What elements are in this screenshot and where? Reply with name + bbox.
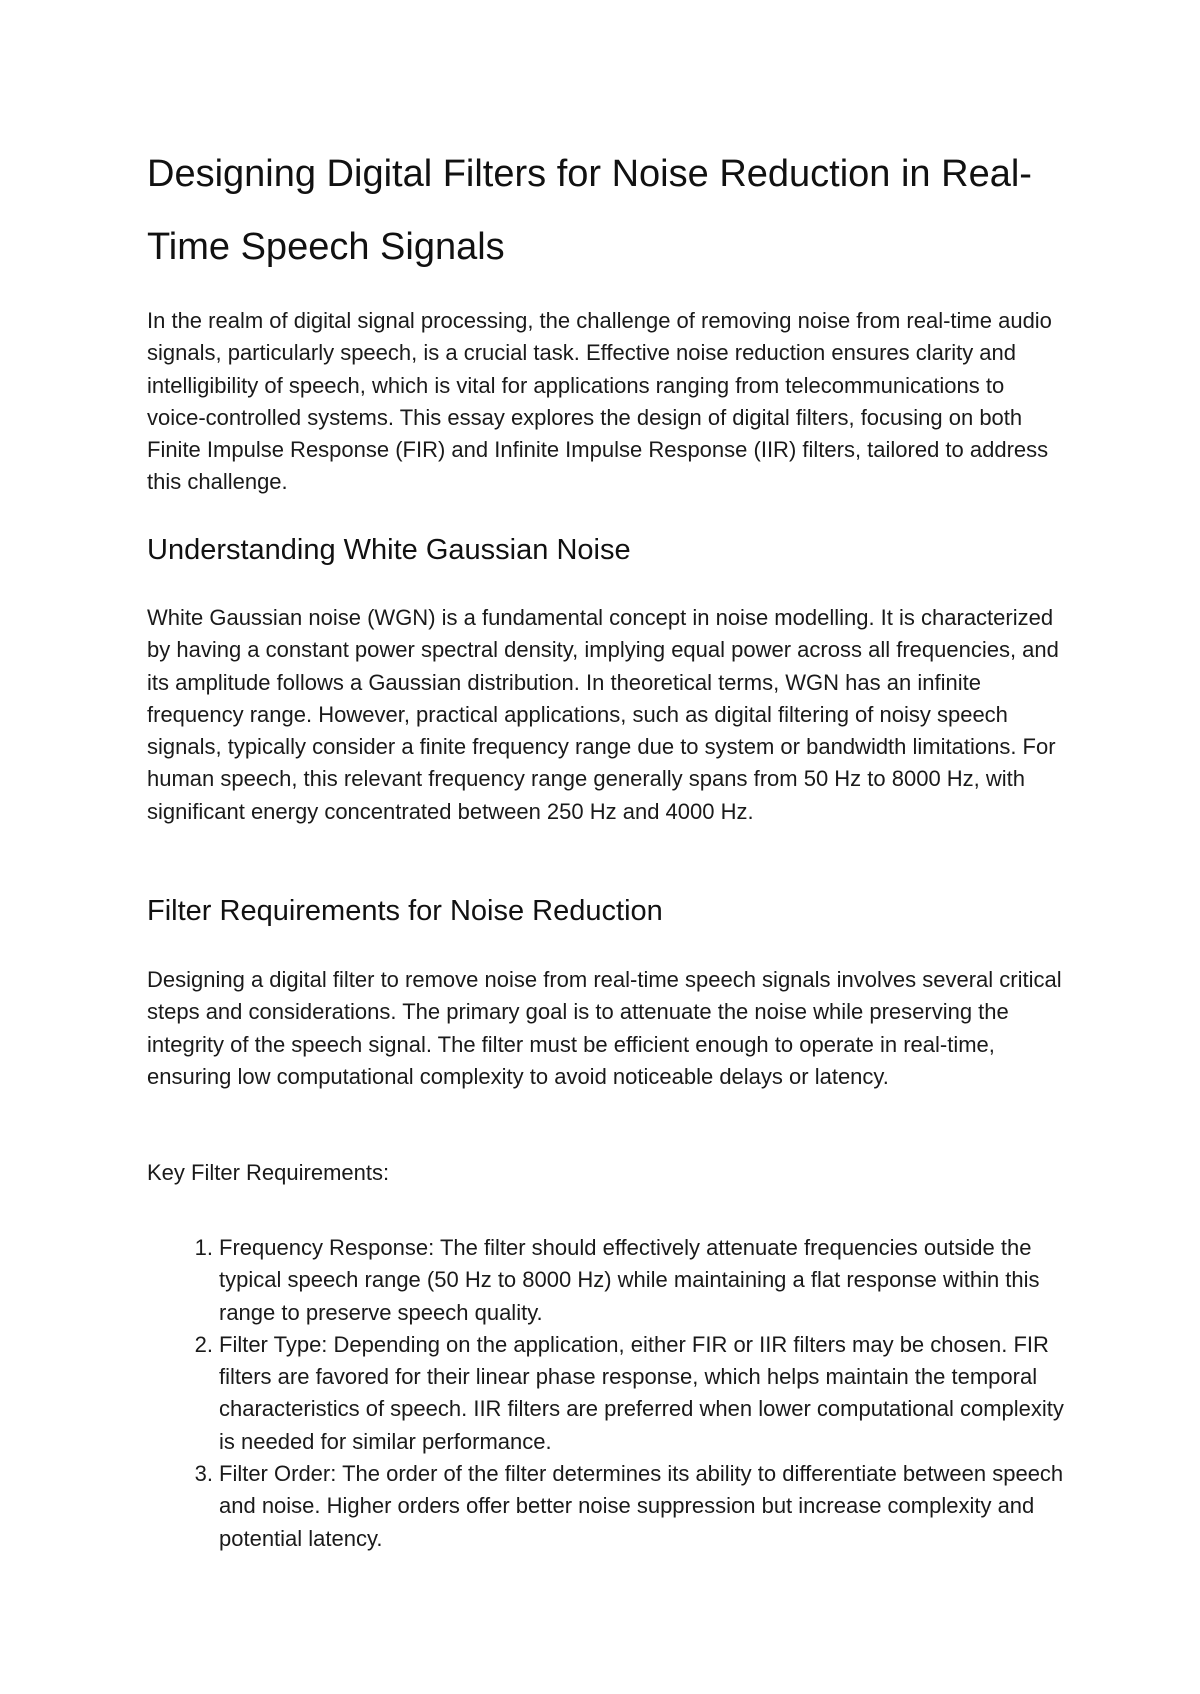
list-item-number: 1. — [194, 1235, 213, 1260]
intro-paragraph: In the realm of digital signal processing, the challenge of removing noise from real-time audio signals, particularly speech, is a crucial task. Effective noise reduction ensures clarity and intelligibility of speech, which is vital for applications ranging from telecommunications to voice-controlled systems. This essay explores the design of digital filters, focusing on both Finite Impulse Response (FIR) and Infinite Impulse Response (IIR) filters, tailored to address this challenge. — [147, 308, 1052, 495]
list-item-number: 3. — [194, 1461, 213, 1487]
list-item — [147, 1232, 1067, 1329]
section-body-filter-requirements: Designing a digital filter to remove noise from real-time speech signals involves several critical steps and considerations. The primary goal is to attenuate the noise while preserving the integrity of the speech signal. The filter must be efficient enough to operate in real-time, ensuring low computational complexity to avoid noticeable delays or latency. — [147, 967, 1062, 1089]
list-item — [147, 1329, 1067, 1458]
document-title: Designing Digital Filters for Noise Reduction in Real-Time Speech Signals — [147, 153, 1032, 268]
list-item-number: 2. — [194, 1331, 213, 1357]
list-item-text: Filter Order: The order of the filter determines its ability to differentiate between speech and noise. Higher orders offer better noise suppression but increase complexity and potential latency. — [219, 1461, 1064, 1551]
section-body-wgn: White Gaussian noise (WGN) is a fundamental concept in noise modelling. It is characterized by having a constant power spectral density, implying equal power across all frequencies, and its amplitude follows a Gaussian distribution. In theoretical terms, WGN has an infinite frequency range. However, practical applications, such as digital filtering of noisy speech signals, typically consider a finite frequency range due to system or bandwidth limitations. For human speech, this relevant frequency range generally spans from 50 Hz to 8000 Hz, with significant energy concentrated between 250 Hz and 4000 Hz. — [147, 605, 1059, 824]
section-heading-wgn: Understanding White Gaussian Noise — [147, 534, 631, 566]
list-item — [147, 1458, 1067, 1555]
list-item-text: Frequency Response: The filter should effectively attenuate frequencies outside the typical speech range (50 Hz to 8000 Hz) while maintaining a flat response within this range to preserve speech quality. — [219, 1235, 1040, 1325]
requirements-list — [147, 1232, 1067, 1555]
key-requirements-label: Key Filter Requirements: — [147, 1160, 390, 1185]
section-heading-filter-requirements: Filter Requirements for Noise Reduction — [147, 895, 663, 927]
list-item-text: Filter Type: Depending on the application, either FIR or IIR filters may be chosen. FIR filters are favored for their linear phase response, which helps maintain the temporal characteristics of speech. IIR filters are preferred when lower computational complexity is needed for similar performance. — [219, 1331, 1064, 1454]
